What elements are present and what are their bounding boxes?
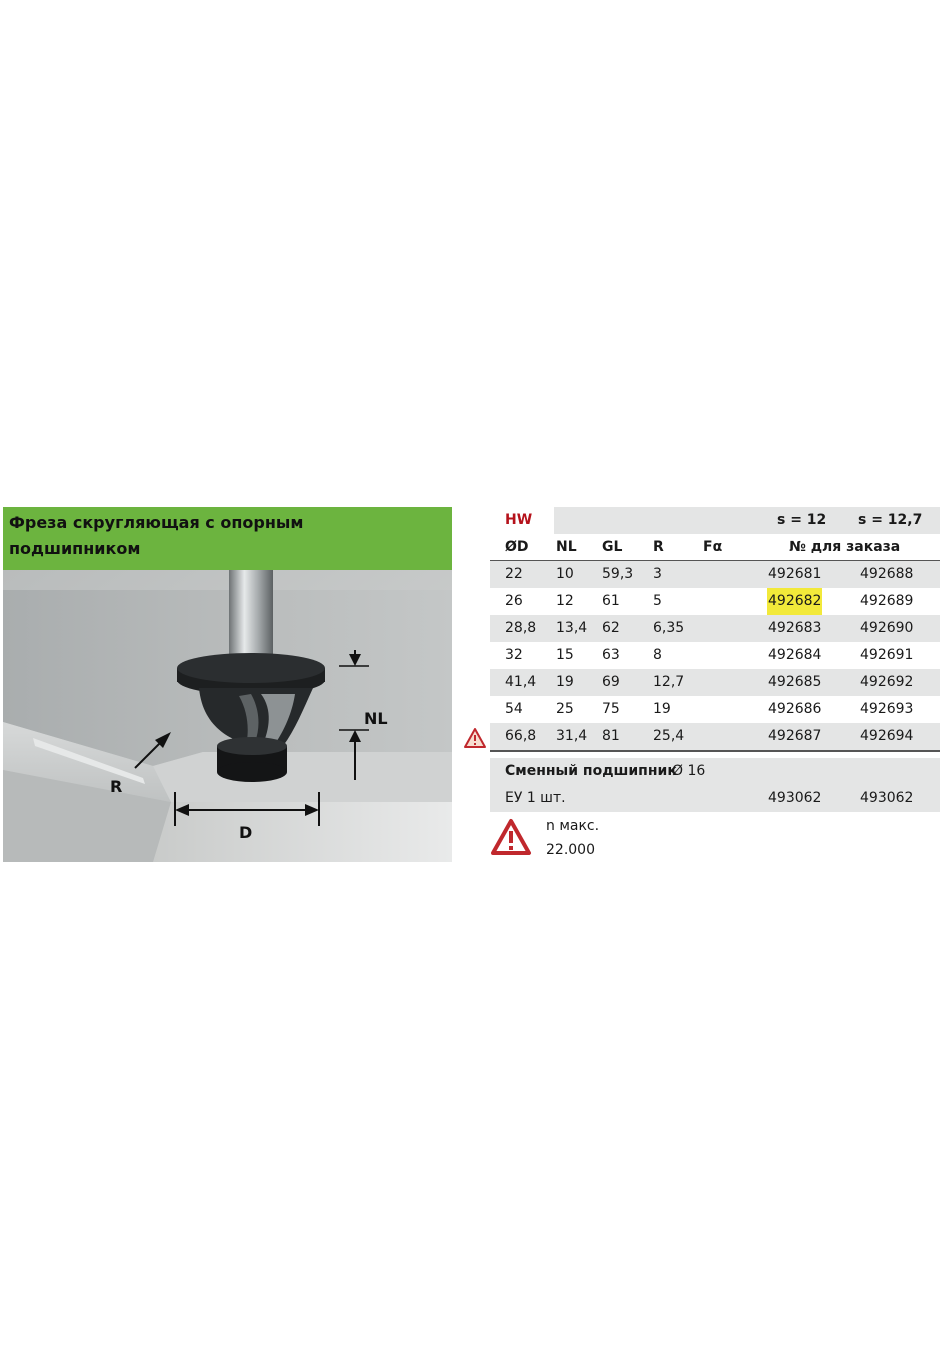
cell-nl: 25 xyxy=(556,701,574,717)
bearing-size: Ø 16 xyxy=(672,763,706,779)
col-r: R xyxy=(653,539,664,555)
cell-d: 54 xyxy=(505,701,523,717)
bearing-order-127: 493062 xyxy=(860,790,914,806)
bearing-order-12: 493062 xyxy=(768,790,822,806)
cell-gl: 62 xyxy=(602,620,620,636)
cell-d: 66,8 xyxy=(505,728,537,744)
warning-triangle-icon xyxy=(490,818,532,856)
material-label: HW xyxy=(505,512,533,528)
cell-d: 41,4 xyxy=(505,674,537,690)
bearing-row xyxy=(490,785,940,812)
cell-order-127: 492689 xyxy=(860,593,914,609)
bearing-title-row xyxy=(490,758,940,785)
cell-d: 26 xyxy=(505,593,523,609)
table-column-header xyxy=(490,534,940,561)
cell-gl: 59,3 xyxy=(602,566,634,582)
cell-order-127: 492692 xyxy=(860,674,914,690)
product-illustration xyxy=(3,507,452,862)
cell-order-12-highlighted: 492682 xyxy=(767,588,822,615)
cell-nl: 13,4 xyxy=(556,620,588,636)
router-bit-photo xyxy=(3,570,452,862)
cell-order-12: 492681 xyxy=(768,566,822,582)
shank-12-header: s = 12 xyxy=(777,512,827,528)
cell-order-12: 492683 xyxy=(768,620,822,636)
d-dimension-label: D xyxy=(239,823,253,842)
col-gl: GL xyxy=(602,539,623,555)
max-speed-label: n макс. xyxy=(546,818,600,834)
table-row xyxy=(490,723,940,750)
cell-nl: 12 xyxy=(556,593,574,609)
cell-order-127: 492694 xyxy=(860,728,914,744)
col-f-alpha: Fα xyxy=(703,539,723,555)
cell-gl: 63 xyxy=(602,647,620,663)
table-row xyxy=(490,588,940,615)
product-title-line1: Фреза скругляющая с опорным xyxy=(9,513,304,532)
product-title-line2: подшипником xyxy=(9,539,141,558)
cell-nl: 15 xyxy=(556,647,574,663)
cell-r: 5 xyxy=(653,593,662,609)
r-dimension-label: R xyxy=(110,777,123,796)
cell-gl: 69 xyxy=(602,674,620,690)
cell-r: 19 xyxy=(653,701,671,717)
cell-order-12: 492684 xyxy=(768,647,822,663)
cell-r: 25,4 xyxy=(653,728,685,744)
cell-order-12: 492686 xyxy=(768,701,822,717)
cell-r: 6,35 xyxy=(653,620,685,636)
cell-r: 8 xyxy=(653,647,662,663)
cell-order-12: 492685 xyxy=(768,674,822,690)
bearing-pack: ЕУ 1 шт. xyxy=(505,790,566,806)
cell-order-127: 492691 xyxy=(860,647,914,663)
cell-d: 32 xyxy=(505,647,523,663)
table-row xyxy=(490,561,940,588)
cell-order-127: 492690 xyxy=(860,620,914,636)
table-row xyxy=(490,669,940,696)
product-title-box xyxy=(3,507,452,570)
cell-gl: 75 xyxy=(602,701,620,717)
cell-r: 12,7 xyxy=(653,674,685,690)
cell-order-127: 492693 xyxy=(860,701,914,717)
table-top-header xyxy=(490,507,940,534)
rows-end-rule xyxy=(490,750,940,752)
table-row xyxy=(490,615,940,642)
cell-gl: 81 xyxy=(602,728,620,744)
cell-d: 22 xyxy=(505,566,523,582)
max-speed-value: 22.000 xyxy=(546,842,595,858)
table-row xyxy=(490,696,940,723)
col-order-number: № для заказа xyxy=(789,539,901,555)
cell-r: 3 xyxy=(653,566,662,582)
cell-order-127: 492688 xyxy=(860,566,914,582)
bearing-title: Сменный подшипник xyxy=(505,763,677,779)
table-row xyxy=(490,642,940,669)
shank-127-header: s = 12,7 xyxy=(858,512,923,528)
nl-dimension-label: NL xyxy=(364,709,388,728)
col-diameter: ØD xyxy=(505,539,529,555)
cell-nl: 10 xyxy=(556,566,574,582)
cell-d: 28,8 xyxy=(505,620,537,636)
col-nl: NL xyxy=(556,539,577,555)
cell-order-12: 492687 xyxy=(768,728,822,744)
warning-triangle-icon xyxy=(463,727,487,749)
cell-nl: 31,4 xyxy=(556,728,588,744)
cell-nl: 19 xyxy=(556,674,574,690)
cell-gl: 61 xyxy=(602,593,620,609)
